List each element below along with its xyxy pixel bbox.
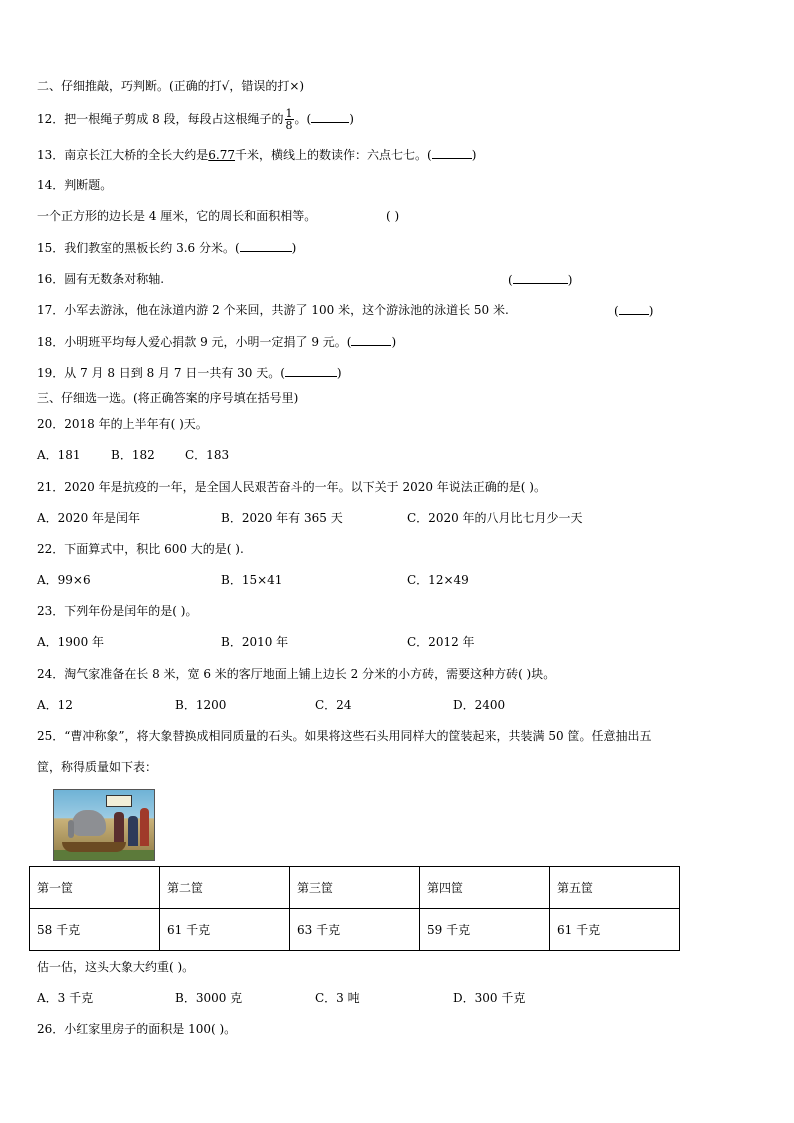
question-26: 26．小红家里房子的面积是 100( )。 <box>37 1022 237 1036</box>
question-12-open-paren: 。( <box>294 112 312 126</box>
option-24-c[interactable]: C．24 <box>315 698 352 712</box>
option-21-c[interactable]: C．2020 年的八月比七月少一天 <box>407 511 583 525</box>
question-18-close-paren: ) <box>391 335 397 349</box>
answer-blank-12[interactable] <box>311 112 349 123</box>
answer-paren-17 <box>614 304 653 317</box>
answer-blank-13[interactable] <box>432 148 472 159</box>
option-21-a[interactable]: A．2020 年是闰年 <box>37 511 141 525</box>
question-13-close-paren: ) <box>471 148 477 162</box>
question-22: 22．下面算式中，积比 600 大的是( ). <box>37 542 244 556</box>
table-header-row <box>30 867 680 909</box>
table-header-cell: 第二筐 <box>160 867 290 909</box>
option-25-b[interactable]: B．3000 克 <box>175 991 243 1005</box>
elephant-figure <box>72 810 106 836</box>
section-two-heading: 二、仔细推敲，巧判断。(正确的打√，错误的打×) <box>37 79 305 93</box>
table-header-cell: 第一筐 <box>30 867 160 909</box>
answer-blank-19[interactable] <box>285 366 337 377</box>
question-24: 24．淘气家准备在长 8 米，宽 6 米的客厅地面上铺上边长 2 分米的小方砖，需要这种方砖( )块。 <box>37 667 556 681</box>
elephant-trunk <box>68 820 74 838</box>
table-cell: 59 千克 <box>420 909 550 951</box>
table-cell: 61 千克 <box>160 909 290 951</box>
option-23-c[interactable]: C．2012 年 <box>407 635 475 649</box>
answer-paren-14[interactable]: ( ) <box>386 209 400 223</box>
answer-blank-17[interactable] <box>619 304 649 315</box>
table-cell: 58 千克 <box>30 909 160 951</box>
question-17: 17．小军去游泳，他在泳道内游 2 个来回，共游了 100 米，这个游泳池的泳道长 50 米. <box>37 303 509 317</box>
question-14-title: 14．判断题。 <box>37 178 113 192</box>
question-12-text: 12．把一根绳子剪成 8 段，每段占这根绳子的 <box>37 112 284 126</box>
question-15 <box>37 241 296 254</box>
answer-blank-16[interactable] <box>513 273 568 284</box>
person-figure <box>140 808 149 846</box>
sign-board <box>106 795 132 807</box>
question-18-text: 18．小明班平均每人爱心捐款 9 元，小明一定捐了 9 元。( <box>37 335 352 349</box>
table-header-cell: 第五筐 <box>550 867 680 909</box>
cao-chong-weighs-elephant-illustration <box>53 789 155 861</box>
underlined-number: 6.77 <box>208 148 235 162</box>
question-18 <box>37 335 396 348</box>
fraction-numerator: 1 <box>285 107 293 120</box>
table-cell: 61 千克 <box>550 909 680 951</box>
option-23-a[interactable]: A．1900 年 <box>37 635 105 649</box>
question-19-close-paren: ) <box>336 366 342 380</box>
question-12 <box>37 108 354 131</box>
question-25-line-1: 25．“曹冲称象”，将大象替换成相同质量的石头。如果将这些石头用同样大的筐装起来，共装满 50 筐。任意抽出五 <box>37 729 652 743</box>
question-19-text: 19．从 7 月 8 日到 8 月 7 日一共有 30 天。( <box>37 366 285 380</box>
paren-close: ) <box>567 273 573 287</box>
answer-blank-18[interactable] <box>351 335 391 346</box>
question-15-close-paren: ) <box>291 241 297 255</box>
option-24-b[interactable]: B．1200 <box>175 698 227 712</box>
option-25-a[interactable]: A．3 千克 <box>37 991 94 1005</box>
question-14-statement: 一个正方形的边长是 4 厘米，它的周长和面积相等。 <box>37 209 317 223</box>
question-23: 23．下列年份是闰年的是( )。 <box>37 604 198 618</box>
question-19 <box>37 366 342 379</box>
paren-open: ( <box>614 304 619 318</box>
question-13-text: 13．南京长江大桥的全长大约是 <box>37 148 209 162</box>
table-header-cell: 第四筐 <box>420 867 550 909</box>
question-21: 21．2020 年是抗疫的一年，是全国人民艰苦奋斗的一年。以下关于 2020 年说法正确的是( )。 <box>37 480 546 494</box>
option-21-b[interactable]: B．2020 年有 365 天 <box>221 511 343 525</box>
question-13-text-end: 千米，横线上的数读作：六点七七。( <box>235 148 432 162</box>
option-20-c[interactable]: C．183 <box>185 448 230 462</box>
option-24-d[interactable]: D．2400 <box>453 698 506 712</box>
person-figure <box>128 816 138 846</box>
paren-close: ) <box>648 304 654 318</box>
question-13 <box>37 148 476 161</box>
option-20-b[interactable]: B．182 <box>111 448 155 462</box>
fraction-denominator: 8 <box>285 119 293 132</box>
option-22-b[interactable]: B．15×41 <box>221 573 283 587</box>
basket-weights-table <box>29 866 680 951</box>
boat <box>62 842 126 852</box>
section-three-heading: 三、仔细选一选。(将正确答案的序号填在括号里) <box>37 391 299 405</box>
table-header-cell: 第三筐 <box>290 867 420 909</box>
paren-open: ( <box>508 273 513 287</box>
option-25-d[interactable]: D．300 千克 <box>453 991 526 1005</box>
option-20-a[interactable]: A．181 <box>37 448 81 462</box>
option-22-a[interactable]: A．99×6 <box>37 573 91 587</box>
question-20: 20．2018 年的上半年有( )天。 <box>37 417 208 431</box>
question-15-text: 15．我们教室的黑板长约 3.6 分米。( <box>37 241 240 255</box>
question-16: 16．圆有无数条对称轴. <box>37 272 165 286</box>
table-row <box>30 909 680 951</box>
option-23-b[interactable]: B．2010 年 <box>221 635 289 649</box>
table-cell: 63 千克 <box>290 909 420 951</box>
person-figure <box>114 812 124 846</box>
option-25-c[interactable]: C．3 吨 <box>315 991 360 1005</box>
question-25-line-2: 筐，称得质量如下表： <box>37 760 158 774</box>
answer-paren-16 <box>508 273 572 286</box>
option-22-c[interactable]: C．12×49 <box>407 573 469 587</box>
fraction-one-eighth <box>285 108 294 131</box>
option-24-a[interactable]: A．12 <box>37 698 73 712</box>
question-25-estimate: 估一估，这头大象大约重( )。 <box>37 960 195 974</box>
question-12-close-paren: ) <box>349 112 354 126</box>
answer-blank-15[interactable] <box>240 241 292 252</box>
